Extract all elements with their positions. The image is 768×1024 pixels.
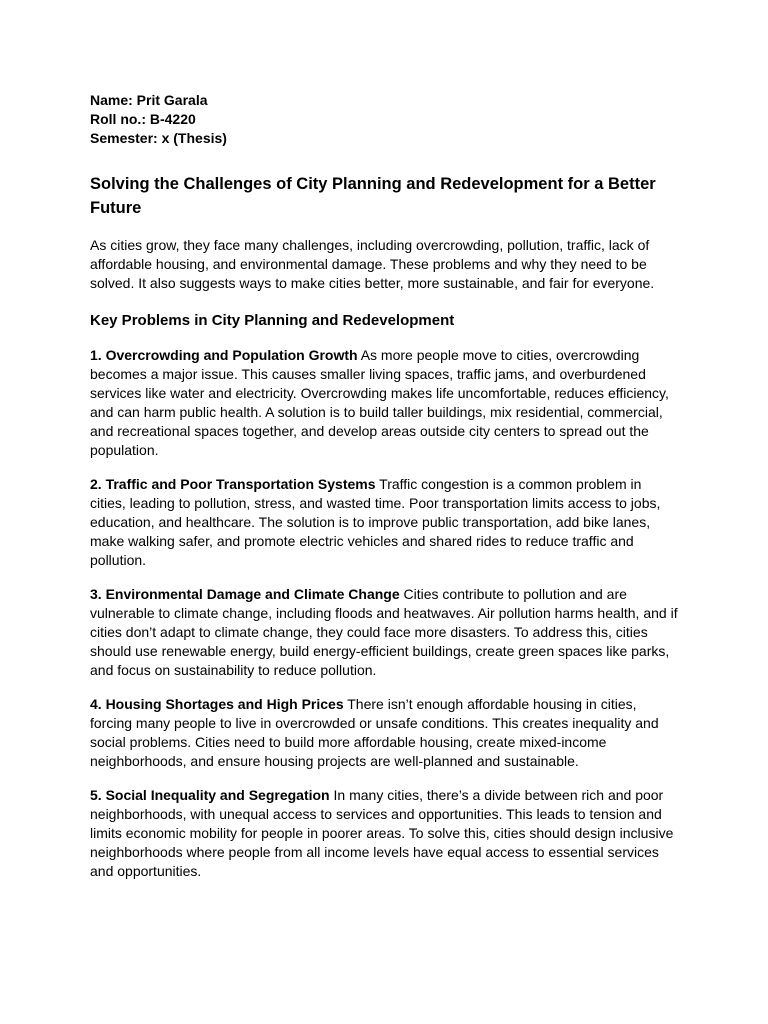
problem-title: 1. Overcrowding and Population Growth [90, 347, 358, 363]
student-name: Name: Prit Garala [90, 92, 208, 108]
problem-title: 2. Traffic and Poor Transportation Systems [90, 476, 376, 492]
semester: Semester: x (Thesis) [90, 130, 227, 146]
problem-body: Cities contribute to pollution and are vulnerable to climate change, including floods and heatwaves. Air pollution harms health, and if cities don’t adapt to climate change, they could face more disasters. To address this, cities should use renewable energy, build energy-efficient buildings, create green spaces like parks, and focus on sustainability to reduce pollution. [90, 586, 678, 678]
intro-paragraph: As cities grow, they face many challenges, including overcrowding, pollution, traffic, lack of affordable housing, and environmental damage. These problems and why they need to be solved. It also suggests ways to make cities better, more sustainable, and fair for everyone. [90, 237, 655, 291]
document-page [90, 91, 680, 881]
problem-paragraph-2 [90, 475, 680, 570]
problem-body: As more people move to cities, overcrowding becomes a major issue. This causes smaller living spaces, traffic jams, and overburdened services like water and electricity. Overcrowding makes life uncomfortable, reduces efficiency, and can harm public health. A solution is to build taller buildings, mix residential, commercial, and recreational spaces together, and develop areas outside city centers to spread out the population. [90, 347, 669, 458]
problem-body: There isn’t enough affordable housing in cities, forcing many people to live in overcrowded or unsafe conditions. This creates inequality and social problems. Cities need to build more affordable housing, create mixed-income neighborhoods, and ensure housing projects are well-planned and sustainable. [90, 696, 659, 769]
problem-title: 5. Social Inequality and Segregation [90, 787, 330, 803]
roll-number: Roll no.: B-4220 [90, 111, 196, 127]
problem-paragraph-5 [90, 786, 680, 881]
problem-body: Traffic congestion is a common problem in cities, leading to pollution, stress, and wasted time. Poor transportation limits access to jobs, education, and healthcare. The solution is to improve public transportation, add bike lanes, make walking safer, and promote electric vehicles and shared rides to reduce traffic and pollution. [90, 476, 661, 568]
problem-paragraph-3 [90, 585, 680, 680]
document-title: Solving the Challenges of City Planning and Redevelopment for a Better Future [90, 175, 656, 217]
section-heading: Key Problems in City Planning and Redevelopment [90, 312, 455, 329]
problem-body: In many cities, there’s a divide between rich and poor neighborhoods, with unequal access to services and opportunities. This leads to tension and limits economic mobility for people in poorer areas. To solve this, cities should design inclusive neighborhoods where people from all income levels have equal access to essential services and opportunities. [90, 787, 674, 879]
problem-title: 4. Housing Shortages and High Prices [90, 696, 344, 712]
problem-paragraph-1 [90, 346, 680, 460]
problem-title: 3. Environmental Damage and Climate Change [90, 586, 400, 602]
problem-paragraph-4 [90, 695, 680, 771]
